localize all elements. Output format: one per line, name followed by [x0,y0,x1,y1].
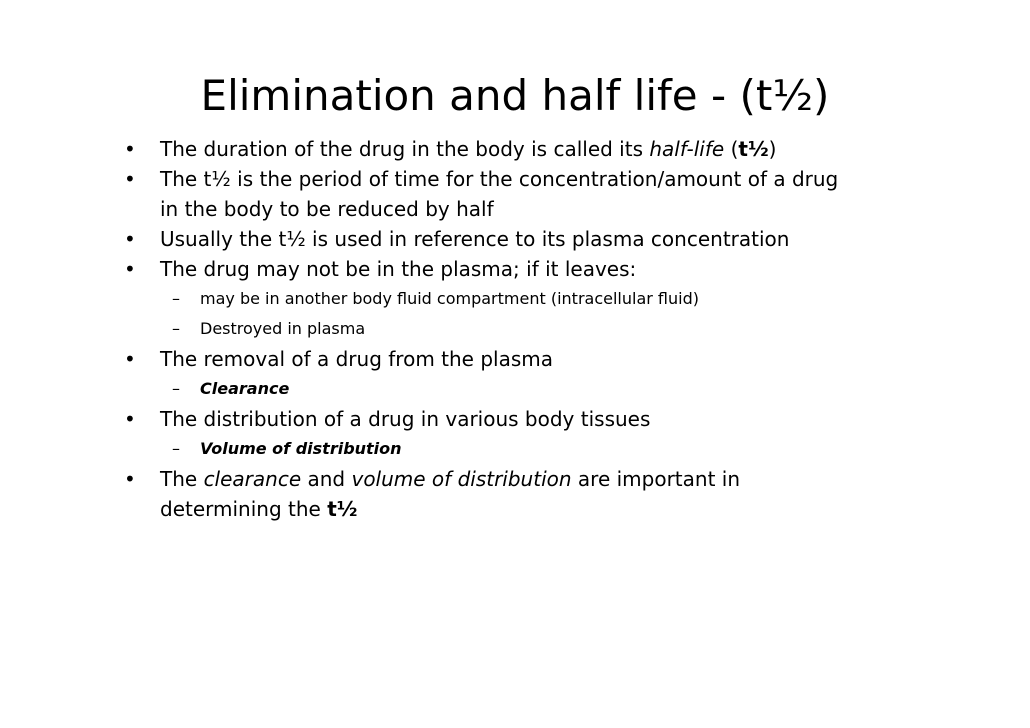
dash-marker: – [172,379,180,398]
text-segment: are important in [571,467,741,491]
dash-marker: – [172,319,180,338]
bullet-list [0,134,1030,524]
sub-bullet-volume-of-distribution [0,434,1030,464]
bullet-marker: • [124,167,136,191]
text-segment: and [301,467,352,491]
text-segment: The [160,467,204,491]
slide-title: Elimination and half life - (t½) [200,71,830,120]
bullet-marker: • [124,467,136,491]
bullet-text-line-1: The t½ is the period of time for the concentration/amount of a drug [160,167,839,191]
term-t-half: t½ [738,137,769,161]
text-segment: ) [768,137,777,161]
text-segment: ( [724,137,739,161]
sub-bullet-destroyed [0,314,1030,344]
bullet-marker: • [124,407,136,431]
bullet-distribution [0,404,1030,434]
bullet-t-half-period [0,164,1030,224]
bullet-marker: • [124,137,136,161]
term-volume-of-distribution: Volume of distribution [200,439,402,458]
text-segment: The duration of the drug in the body is called its [160,137,650,161]
bullet-removal [0,344,1030,374]
term-clearance: Clearance [200,379,290,398]
bullet-text-line-1 [160,464,1030,494]
bullet-drug-leaves-plasma [0,254,1030,284]
term-clearance-inline: clearance [203,467,302,491]
bullet-text: The drug may not be in the plasma; if it leaves: [160,257,637,281]
bullet-clearance-and-volume [0,464,1030,524]
bullet-marker: • [124,347,136,371]
sub-bullet-text: Destroyed in plasma [200,319,366,338]
sub-bullet-other-compartment [0,284,1030,314]
text-segment: determining the [160,497,328,521]
bullet-text: The distribution of a drug in various body tissues [160,407,651,431]
dash-marker: – [172,289,180,308]
sub-bullet-clearance [0,374,1030,404]
dash-marker: – [172,439,180,458]
term-half-life: half-life [649,137,725,161]
bullet-marker: • [124,227,136,251]
bullet-half-life-definition [0,134,1030,164]
sub-bullet-text: may be in another body fluid compartment (intracellular fluid) [200,289,699,308]
bullet-plasma-reference [0,224,1030,254]
term-volume-inline: volume of distribution [351,467,572,491]
bullet-text: The removal of a drug from the plasma [160,347,554,371]
bullet-text: Usually the t½ is used in reference to its plasma concentration [160,227,790,251]
bullet-text-line-2: in the body to be reduced by half [160,197,494,221]
bullet-marker: • [124,257,136,281]
bullet-text-line-2 [160,494,1030,524]
term-t-half-final: t½ [327,497,358,521]
